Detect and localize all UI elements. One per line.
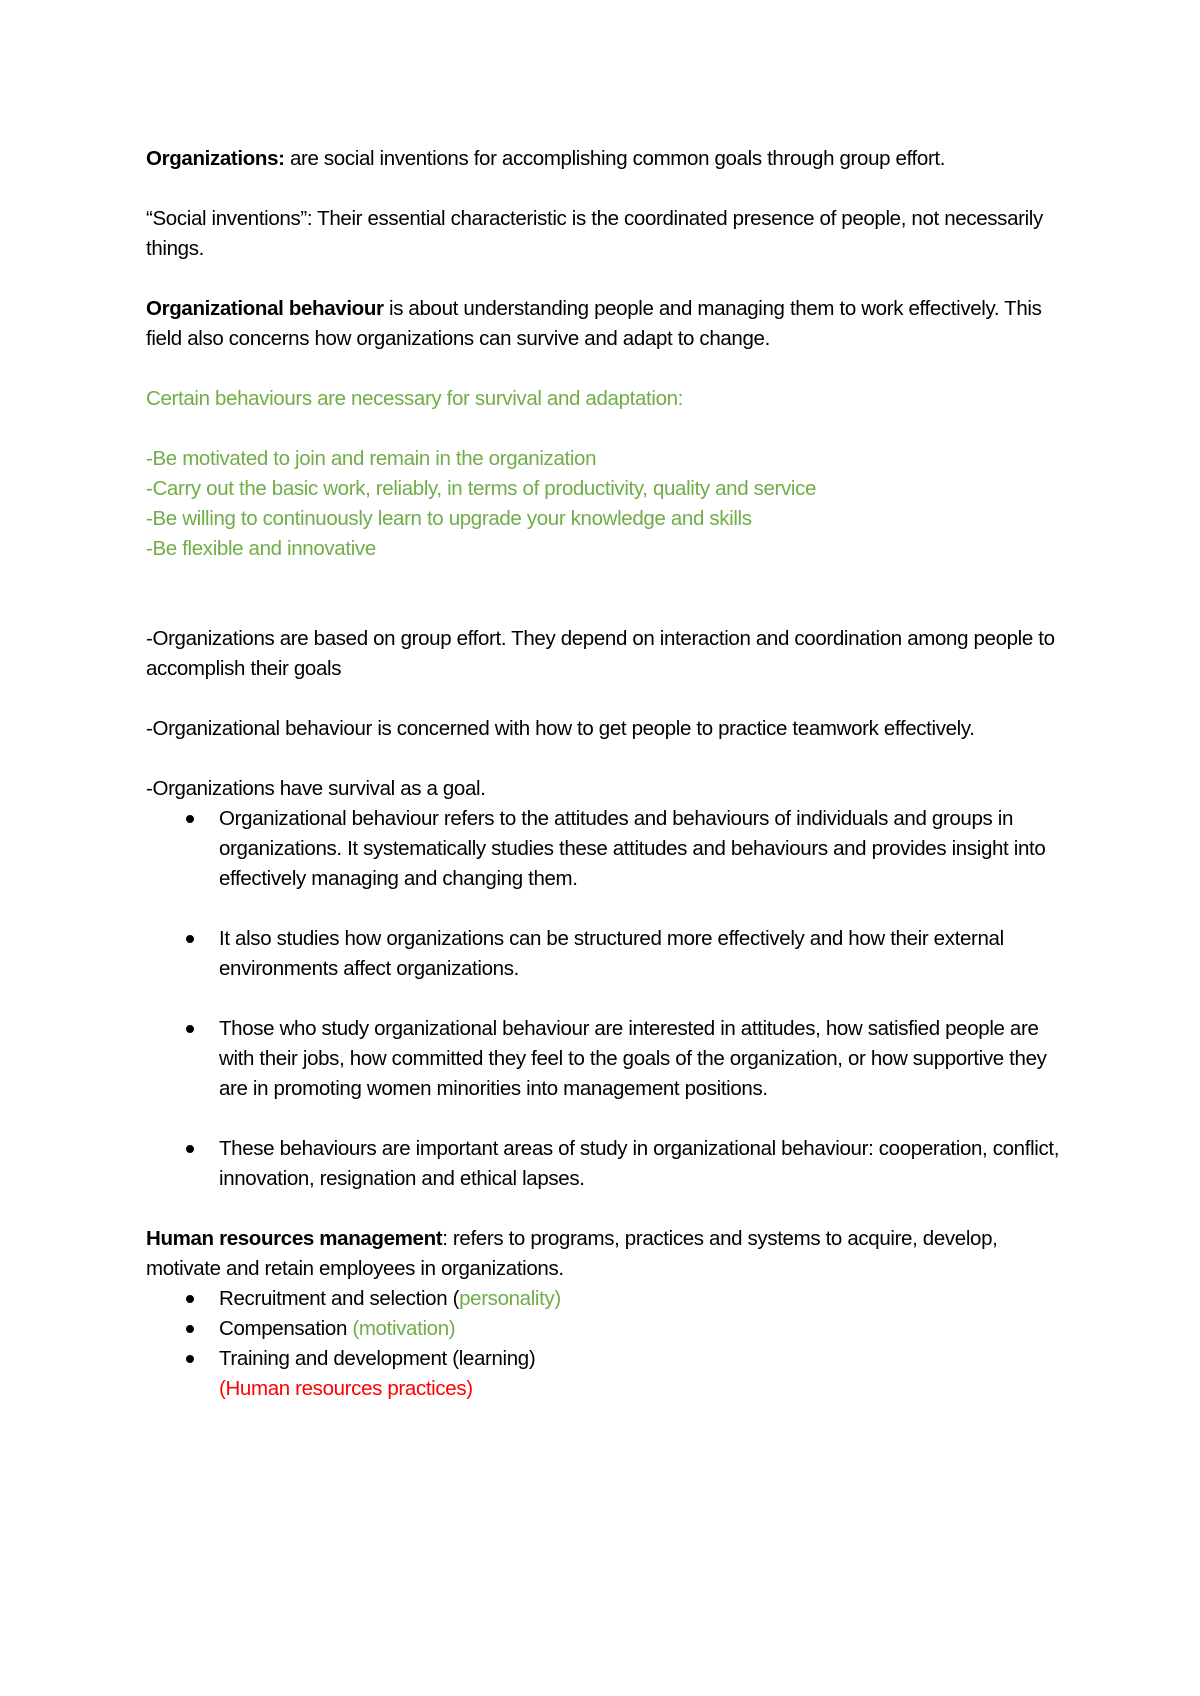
ob-definition-text: is about understanding people and managing them to work effectively. This field also concerns how organizations can survive and adapt to change. (146, 297, 1042, 350)
organizations-definition (146, 144, 1076, 174)
hrm-item-text: Training and development (learning) (219, 1347, 536, 1370)
organizations-definition-text: are social inventions for accomplishing common goals through group effort. (284, 147, 946, 170)
ob-bullet-item (146, 1134, 1076, 1194)
ob-bullet-text: Organizational behaviour refers to the attitudes and behaviours of individuals and groups in organizations. It systematically studies these attitudes and behaviours and provides insight into effectively managing and changing them. (219, 807, 1046, 890)
bullet-icon (186, 935, 194, 943)
hrm-bullet-item (146, 1344, 1076, 1404)
document-page (146, 144, 1076, 1404)
hrm-bullet-item (146, 1314, 1076, 1344)
term-organizations: Organizations: (146, 147, 285, 170)
bullet-icon (186, 1025, 194, 1033)
ob-definition (146, 294, 1076, 354)
survival-goal-paragraph: -Organizations have survival as a goal. (146, 777, 486, 800)
ob-bullet-text: It also studies how organizations can be structured more effectively and how their external environments affect organizations. (219, 927, 1004, 980)
social-inventions-paragraph: “Social inventions”: Their essential characteristic is the coordinated presence of people, not necessarily things. (146, 207, 1043, 260)
survival-item: -Be motivated to join and remain in the organization (146, 447, 597, 470)
survival-intro: Certain behaviours are necessary for survival and adaptation: (146, 387, 684, 410)
term-human-resources-management: Human resources management (146, 1227, 443, 1250)
hrm-item-note: (motivation) (352, 1317, 456, 1340)
term-organizational-behaviour: Organizational behaviour (146, 297, 384, 320)
ob-bullet-text: Those who study organizational behaviour are interested in attitudes, how satisfied people are with their jobs, how committed they feel to the goals of the organization, or how supportive they are in promoting women minorities into management positions. (219, 1017, 1047, 1100)
hrm-definition-text: : refers to programs, practices and systems to acquire, develop, motivate and retain employees in organizations. (146, 1227, 998, 1280)
bullet-icon (186, 815, 194, 823)
ob-bullet-item (146, 804, 1076, 894)
group-effort-paragraph: -Organizations are based on group effort. They depend on interaction and coordination among people to accomplish their goals (146, 627, 1055, 680)
hrm-item-text: Recruitment and selection ( (219, 1287, 460, 1310)
teamwork-paragraph: -Organizational behaviour is concerned with how to get people to practice teamwork effectively. (146, 717, 975, 740)
hrm-bullet-list (146, 1284, 1076, 1404)
survival-item: -Carry out the basic work, reliably, in terms of productivity, quality and service (146, 477, 817, 500)
hrm-practices-note: (Human resources practices) (219, 1377, 473, 1400)
ob-bullet-list (146, 804, 1076, 1194)
survival-item: -Be willing to continuously learn to upgrade your knowledge and skills (146, 507, 752, 530)
hrm-definition (146, 1224, 1076, 1284)
ob-bullet-text: These behaviours are important areas of study in organizational behaviour: cooperation, conflict, innovation, resignation and ethical lapses. (219, 1137, 1060, 1190)
ob-bullet-item (146, 1014, 1076, 1104)
bullet-icon (186, 1355, 194, 1363)
bullet-icon (186, 1325, 194, 1333)
hrm-item-note: personality) (459, 1287, 561, 1310)
ob-bullet-item (146, 924, 1076, 984)
hrm-bullet-item (146, 1284, 1076, 1314)
survival-list (146, 444, 1076, 564)
survival-item: -Be flexible and innovative (146, 537, 376, 560)
hrm-item-text: Compensation (219, 1317, 353, 1340)
bullet-icon (186, 1145, 194, 1153)
bullet-icon (186, 1295, 194, 1303)
